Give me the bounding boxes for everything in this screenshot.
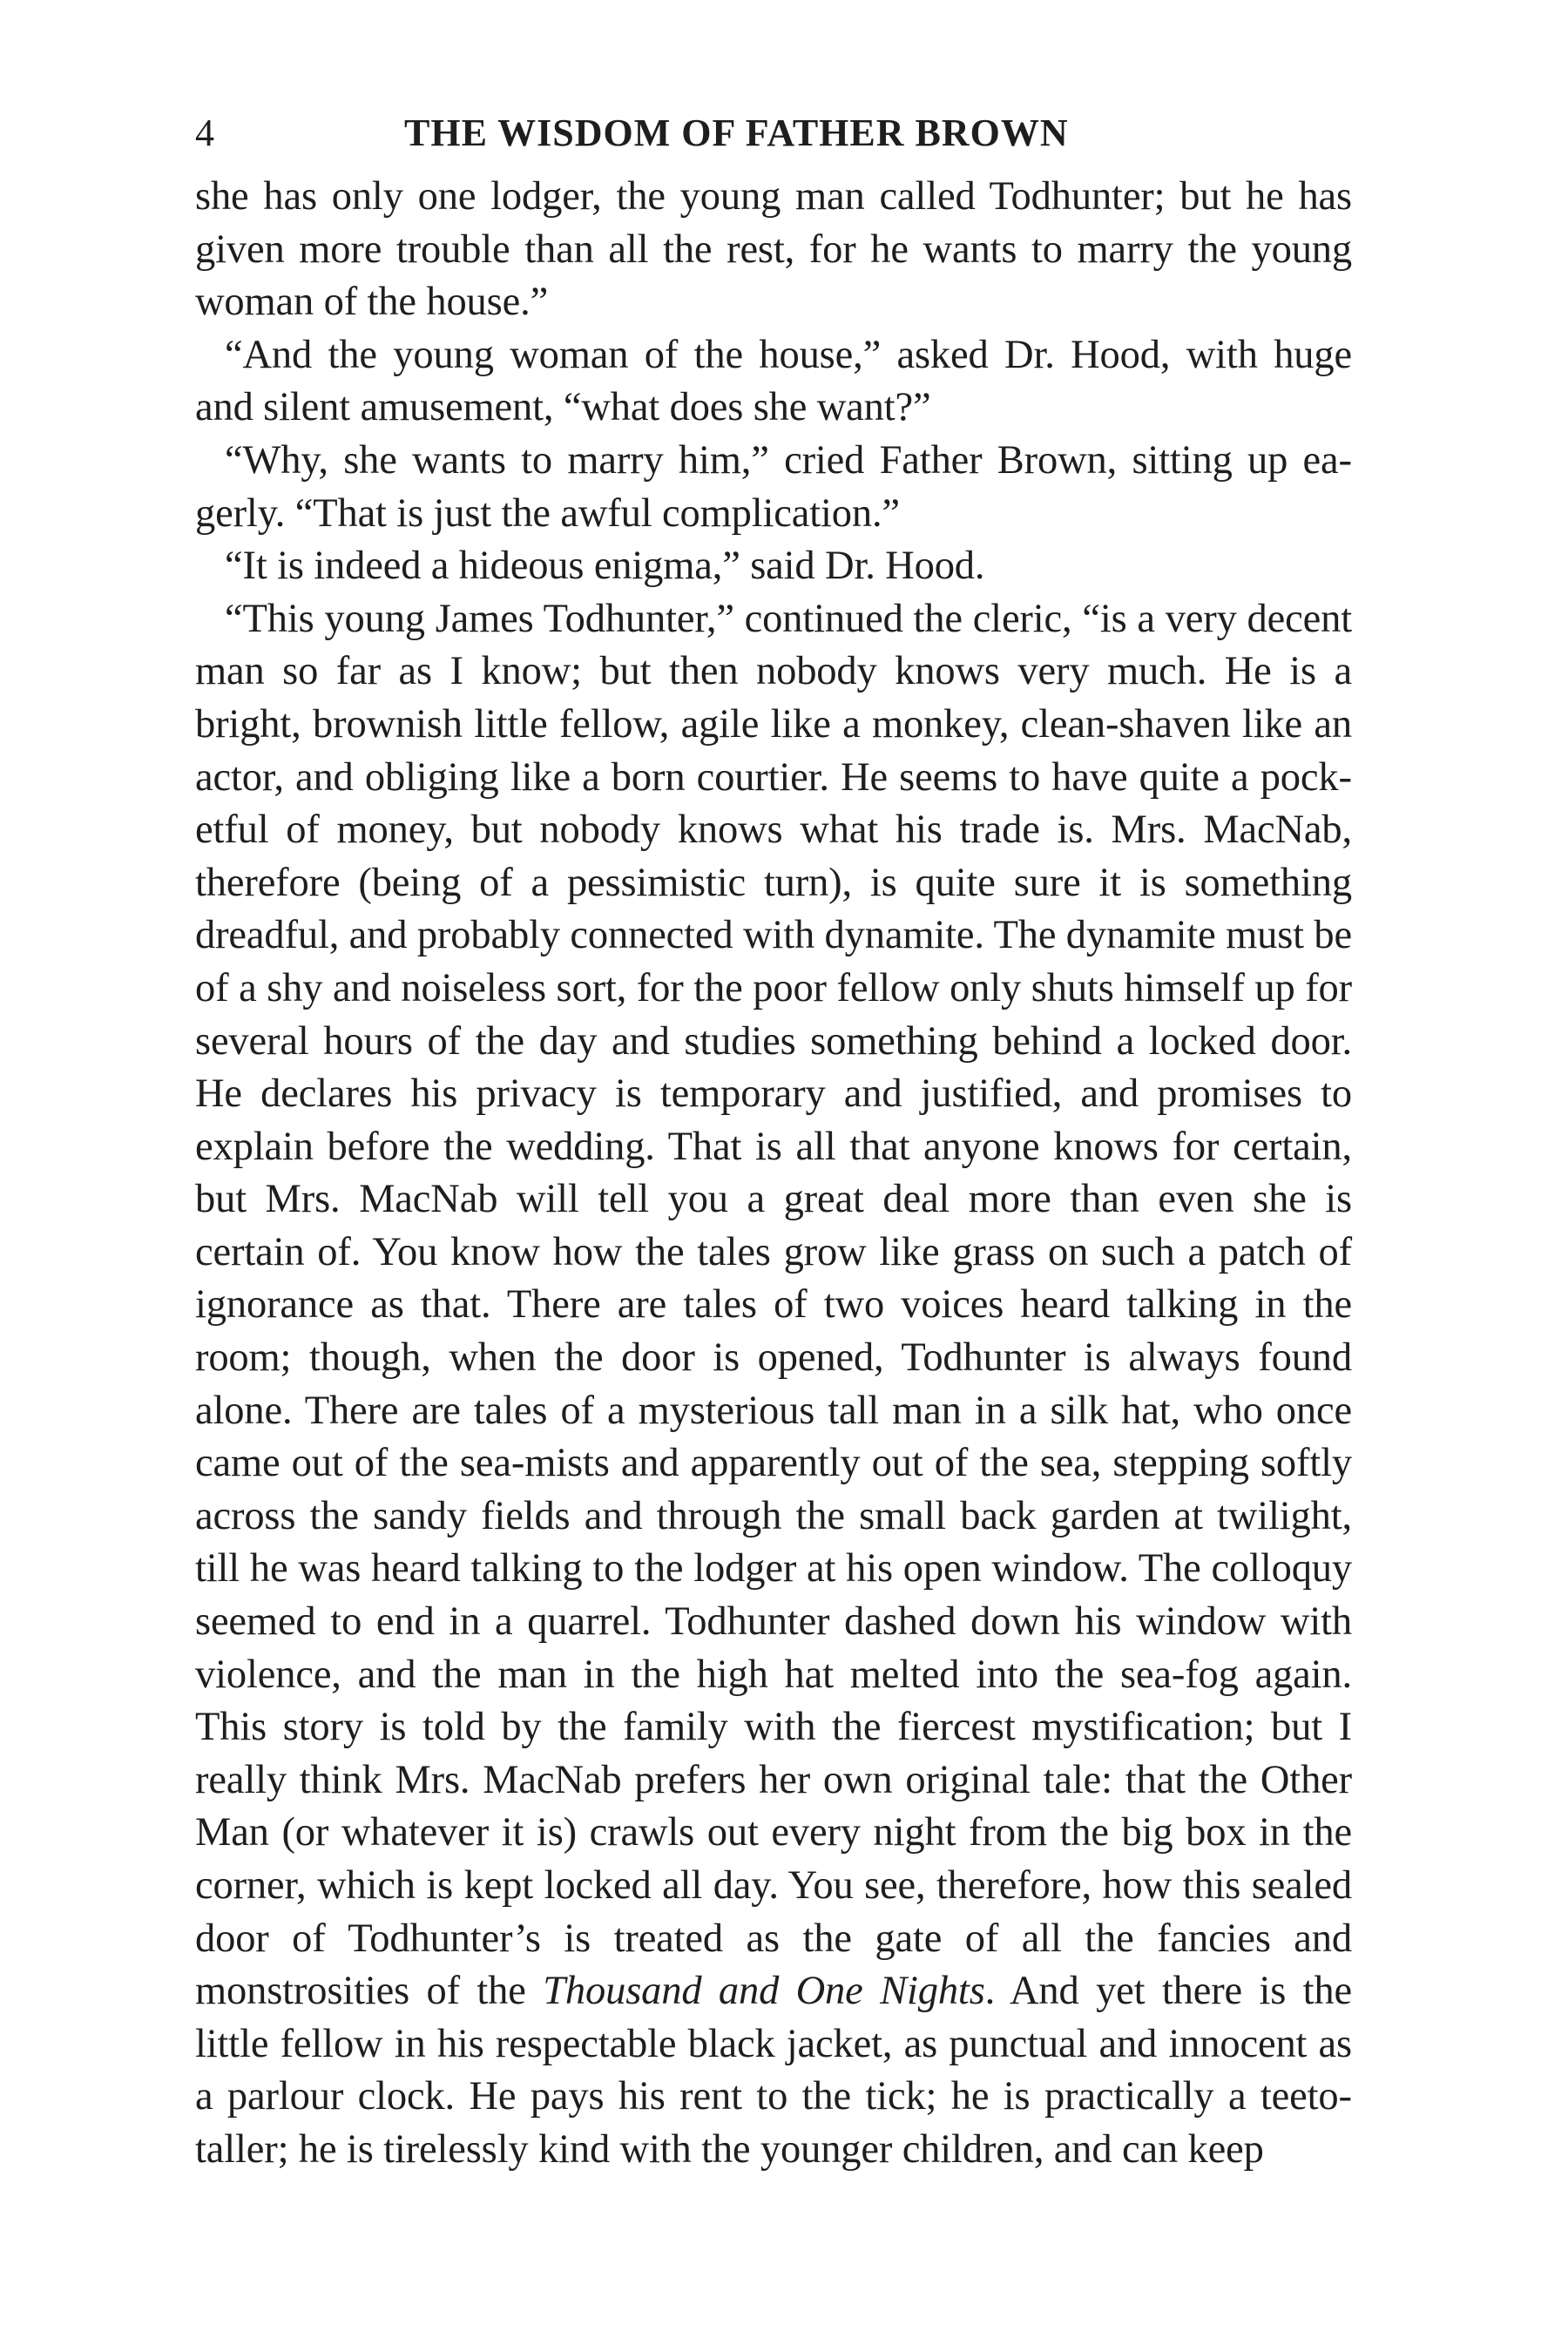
paragraph-text-before-italic: “This young James Todhunter,” continued the cleric, “is a very decent man so far as I know; but then nobody knows very much. He is a bright, brownish little fellow, agile like a monkey, clean-shaven like an actor, and obliging like a born courtier. He seems to have quite a pocketful of money, but nobody knows what his trade is. Mrs. MacNab, therefore (being of a pessimistic turn), is quite sure it is something dreadful, and probably connected with dynamite. The dynamite must be of a shy and noiseless sort, for the poor fellow only shuts himself up for several hours of the day and studies something behind a locked door. He declares his privacy is temporary and justified, and promises to explain before the wedding. That is all that anyone knows for certain, but Mrs. MacNab will tell you a great deal more than even she is certain of. You know how the tales grow like grass on such a patch of ignorance as that. There are tales of two voices heard talking in the room; though, when the door is opened, Todhunter is always found alone. There are tales of a mysterious tall man in a silk hat, who once came out of the sea-mists and apparently out of the sea, stepping softly across the sandy fields and through the small back garden at twilight, till he was heard talking to the lodger at his open window. The colloquy seemed to end in a quarrel. Todhunter dashed down his window with violence, and the man in the high hat melted into the sea-fog again. This story is told by the family with the fiercest mystification; but I really think Mrs. MacNab prefers her own original tale: that the Other Man (or whatever it is) crawls out every night from the big box in the corner, which is kept locked all day. You see, therefore, how this sealed door of Todhunter’s is treated as the gate of all the fancies and monstrosities of the	[195, 596, 1353, 2014]
running-head	[195, 105, 1352, 162]
paragraph-dialogue-enigma: “It is indeed a hideous enigma,” said Dr. Hood.	[225, 544, 985, 589]
paragraph-todhunter-description	[195, 593, 1352, 2177]
paragraph-dialogue-brown: “Why, she wants to marry him,” cried Father Brown, sitting up eagerly. “That is just the awful complication.”	[195, 437, 1352, 536]
paragraph-text-after-italic: . And yet there is the little fellow in his respectable black jacket, as punctual and innocent as a parlour clock. He pays his rent to the tick; he is practically a teetotaller; he is tirelessly kind with the younger children, and can keep	[195, 1969, 1352, 2172]
italic-book-title: Thousand and One Nights	[543, 1969, 985, 2014]
book-page	[195, 105, 1352, 2177]
body-text	[195, 171, 1352, 2177]
running-title: THE WISDOM OF FATHER BROWN	[404, 112, 1069, 154]
page-number: 4	[195, 112, 214, 154]
paragraph-continuation: she has only one lodger, the young man called Todhunter; but he has given more trouble than all the rest, for he wants to marry the young woman of the house.”	[195, 174, 1352, 325]
paragraph-dialogue-hood: “And the young woman of the house,” asked Dr. Hood, with huge and silent amusement, “what does she want?”	[195, 332, 1352, 430]
